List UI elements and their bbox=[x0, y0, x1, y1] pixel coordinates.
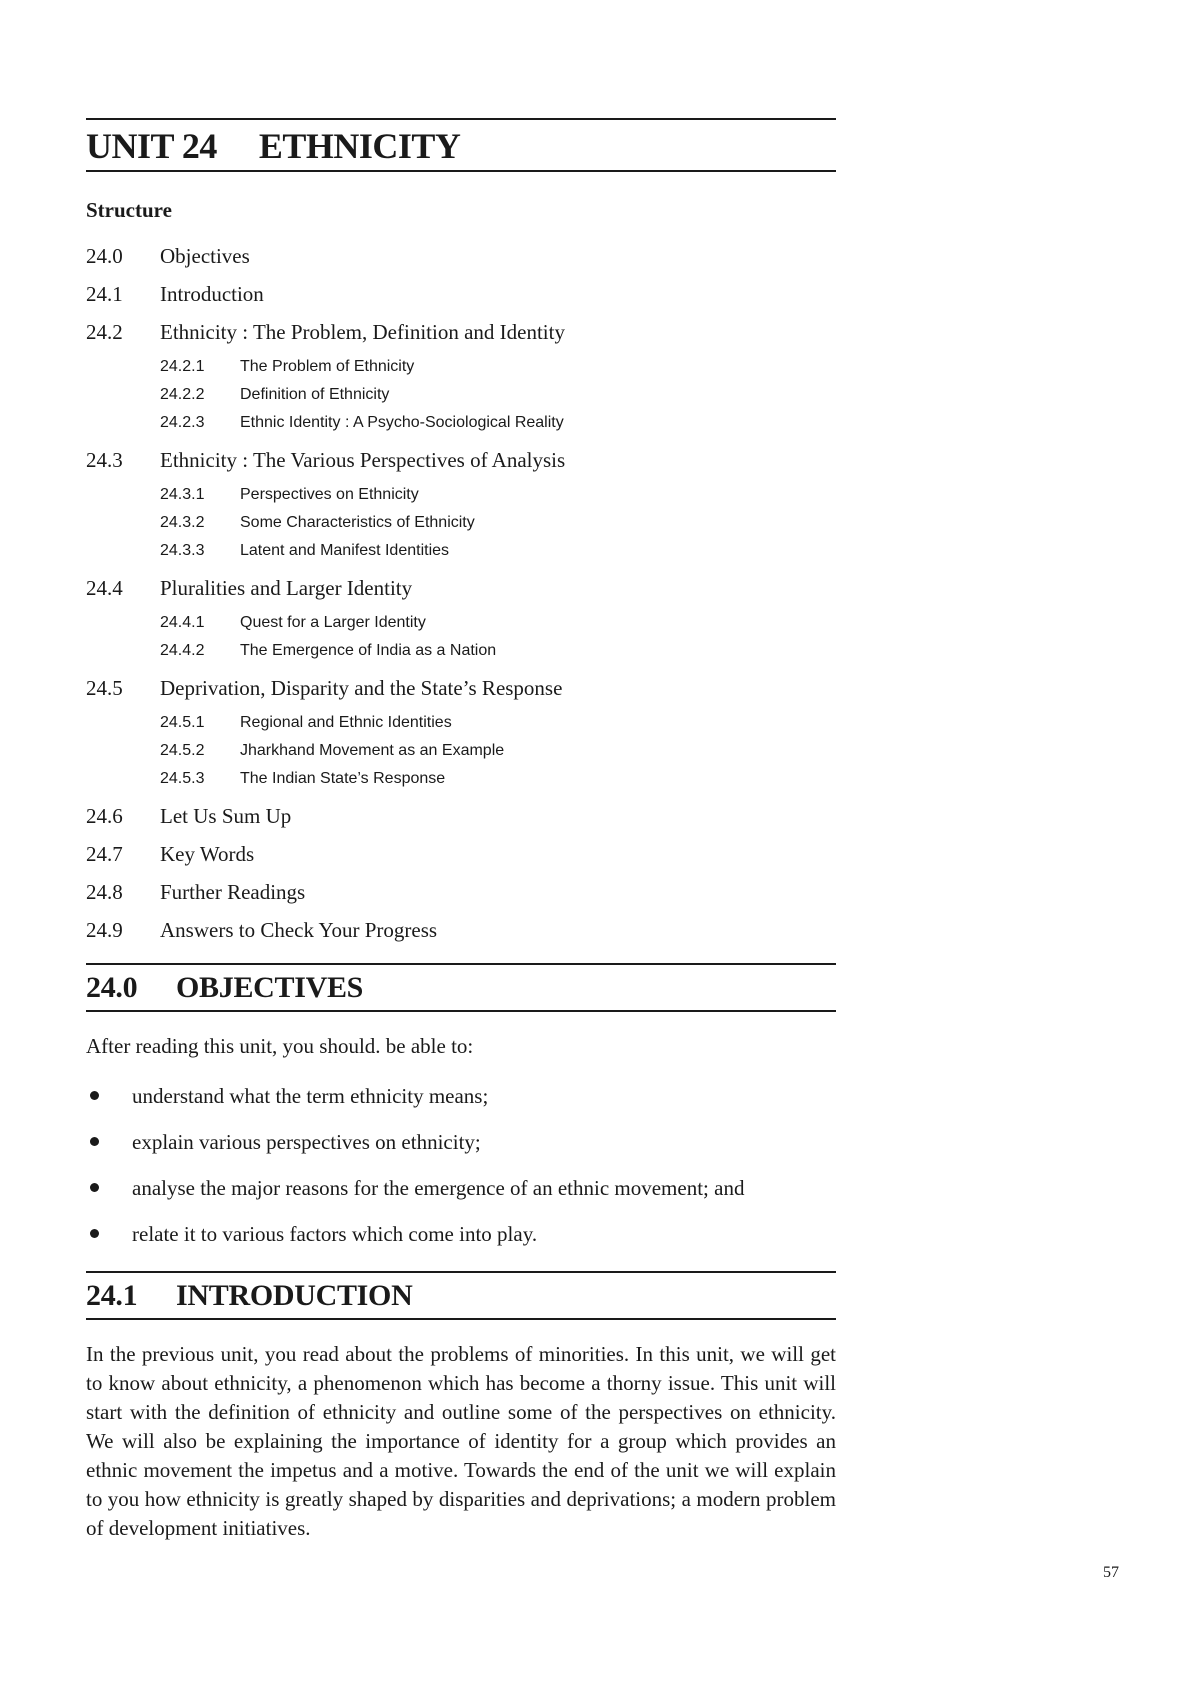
structure-heading: Structure bbox=[86, 198, 172, 222]
toc-subitem-label: The Problem of Ethnicity bbox=[240, 358, 415, 375]
toc-subitem-number: 24.3.2 bbox=[160, 514, 205, 531]
toc-subitem bbox=[86, 409, 836, 437]
objective-text: analyse the major reasons for the emergence of an ethnic movement; and bbox=[132, 1176, 745, 1200]
toc-item-label: Ethnicity : The Problem, Definition and Identity bbox=[160, 320, 565, 344]
toc-item bbox=[86, 835, 836, 873]
page-number: 57 bbox=[1103, 1564, 1119, 1581]
introduction-title bbox=[86, 1277, 836, 1315]
bullet-icon bbox=[86, 1211, 132, 1257]
toc-item-label: Key Words bbox=[160, 842, 255, 866]
toc-item-number: 24.2 bbox=[86, 320, 123, 344]
toc-subitem-number: 24.5.1 bbox=[160, 714, 205, 731]
toc-item-label: Pluralities and Larger Identity bbox=[160, 576, 413, 600]
toc-subitem bbox=[86, 509, 836, 537]
toc-item-label: Answers to Check Your Progress bbox=[160, 918, 438, 942]
toc-item bbox=[86, 911, 836, 949]
unit-header bbox=[86, 118, 836, 172]
toc-subitem-label: Quest for a Larger Identity bbox=[240, 614, 426, 631]
toc-item-number: 24.0 bbox=[86, 244, 123, 268]
objective-item bbox=[86, 1073, 836, 1119]
document-page bbox=[86, 118, 836, 1564]
toc-item bbox=[86, 441, 836, 479]
section-name: INTRODUCTION bbox=[176, 1279, 413, 1312]
toc-item-label: Objectives bbox=[160, 244, 250, 268]
objective-text: relate it to various factors which come into play. bbox=[132, 1222, 538, 1246]
toc-item bbox=[86, 873, 836, 911]
section-name: OBJECTIVES bbox=[176, 971, 364, 1004]
introduction-header bbox=[86, 1271, 836, 1320]
toc-subitem bbox=[86, 709, 836, 737]
toc-subitem-number: 24.4.2 bbox=[160, 642, 205, 659]
toc-item-number: 24.3 bbox=[86, 448, 123, 472]
toc-subitem-number: 24.5.2 bbox=[160, 742, 205, 759]
objective-item bbox=[86, 1119, 836, 1165]
toc-item bbox=[86, 275, 836, 313]
section-number: 24.0 bbox=[86, 971, 138, 1004]
objectives-header bbox=[86, 963, 836, 1012]
unit-number: UNIT 24 bbox=[86, 126, 217, 166]
toc-item bbox=[86, 313, 836, 351]
toc-item bbox=[86, 569, 836, 607]
toc-subitem bbox=[86, 353, 836, 381]
toc-subitem-label: The Emergence of India as a Nation bbox=[240, 642, 497, 659]
toc-item-number: 24.5 bbox=[86, 676, 123, 700]
unit-title bbox=[86, 126, 836, 166]
objective-item bbox=[86, 1165, 836, 1211]
toc-subitem-label: Ethnic Identity : A Psycho-Sociological Reality bbox=[240, 414, 564, 431]
toc-subitem-label: Jharkhand Movement as an Example bbox=[240, 742, 505, 759]
unit-name: ETHNICITY bbox=[258, 126, 461, 166]
toc-item-label: Further Readings bbox=[160, 880, 306, 904]
toc-subitem-label: Latent and Manifest Identities bbox=[240, 542, 450, 559]
toc-subitem-label: Regional and Ethnic Identities bbox=[240, 714, 452, 731]
objective-text: explain various perspectives on ethnicity; bbox=[132, 1130, 481, 1154]
toc-item bbox=[86, 669, 836, 707]
toc-subitem-number: 24.3.3 bbox=[160, 542, 205, 559]
toc-item-number: 24.1 bbox=[86, 282, 123, 306]
toc-subitem-number: 24.2.1 bbox=[160, 358, 205, 375]
toc-item-number: 24.4 bbox=[86, 576, 123, 600]
bullet-icon bbox=[86, 1119, 132, 1165]
toc-subsection-group bbox=[86, 607, 836, 669]
objective-item bbox=[86, 1211, 836, 1257]
toc-subitem bbox=[86, 637, 836, 665]
toc-subitem bbox=[86, 481, 836, 509]
bullet-icon bbox=[86, 1165, 132, 1211]
toc-subitem-label: Perspectives on Ethnicity bbox=[240, 486, 419, 503]
toc-subitem-number: 24.5.3 bbox=[160, 770, 205, 787]
toc-item bbox=[86, 797, 836, 835]
toc-subitem bbox=[86, 609, 836, 637]
toc-item-label: Introduction bbox=[160, 282, 264, 306]
toc-subsection-group bbox=[86, 351, 836, 441]
objectives-title bbox=[86, 969, 836, 1007]
toc-subitem-number: 24.2.2 bbox=[160, 386, 205, 403]
toc-item-number: 24.8 bbox=[86, 880, 123, 904]
toc-subitem bbox=[86, 537, 836, 565]
toc-subitem bbox=[86, 381, 836, 409]
objectives-list bbox=[86, 1073, 836, 1257]
toc-subitem-number: 24.3.1 bbox=[160, 486, 205, 503]
toc-item-label: Let Us Sum Up bbox=[160, 804, 292, 828]
toc-subitem-label: The Indian State’s Response bbox=[240, 770, 446, 787]
toc-subitem-label: Definition of Ethnicity bbox=[240, 386, 390, 403]
toc-subsection-group bbox=[86, 479, 836, 569]
toc-subitem bbox=[86, 765, 836, 793]
objective-text: understand what the term ethnicity means; bbox=[132, 1084, 489, 1108]
section-number: 24.1 bbox=[86, 1279, 138, 1312]
toc-item bbox=[86, 237, 836, 275]
toc-subitem bbox=[86, 737, 836, 765]
bullet-icon bbox=[86, 1073, 132, 1119]
introduction-paragraph: In the previous unit, you read about the problems of minorities. In this unit, we will get to know about ethnicity, a phenomenon which has become a thorny issue. This unit will start with the definition of ethnicity and outline some of the perspectives on ethnicity. We will also be explaining the importance of identity for a group which provides an ethnic movement the impetus and a motive. Towards the end of the unit we will explain to you how ethnicity is greatly shaped by disparities and deprivations; a modern problem of development initiatives. bbox=[86, 1342, 836, 1540]
toc-item-number: 24.7 bbox=[86, 842, 123, 866]
toc-subitem-number: 24.4.1 bbox=[160, 614, 205, 631]
objectives-lead: After reading this unit, you should. be able to: bbox=[86, 1034, 474, 1058]
toc-subsection-group bbox=[86, 707, 836, 797]
toc-item-label: Ethnicity : The Various Perspectives of Analysis bbox=[160, 448, 566, 472]
table-of-contents bbox=[86, 237, 836, 949]
toc-item-number: 24.6 bbox=[86, 804, 123, 828]
toc-item-number: 24.9 bbox=[86, 918, 123, 942]
toc-subitem-number: 24.2.3 bbox=[160, 414, 205, 431]
toc-subitem-label: Some Characteristics of Ethnicity bbox=[240, 514, 475, 531]
toc-item-label: Deprivation, Disparity and the State’s Response bbox=[160, 676, 563, 700]
